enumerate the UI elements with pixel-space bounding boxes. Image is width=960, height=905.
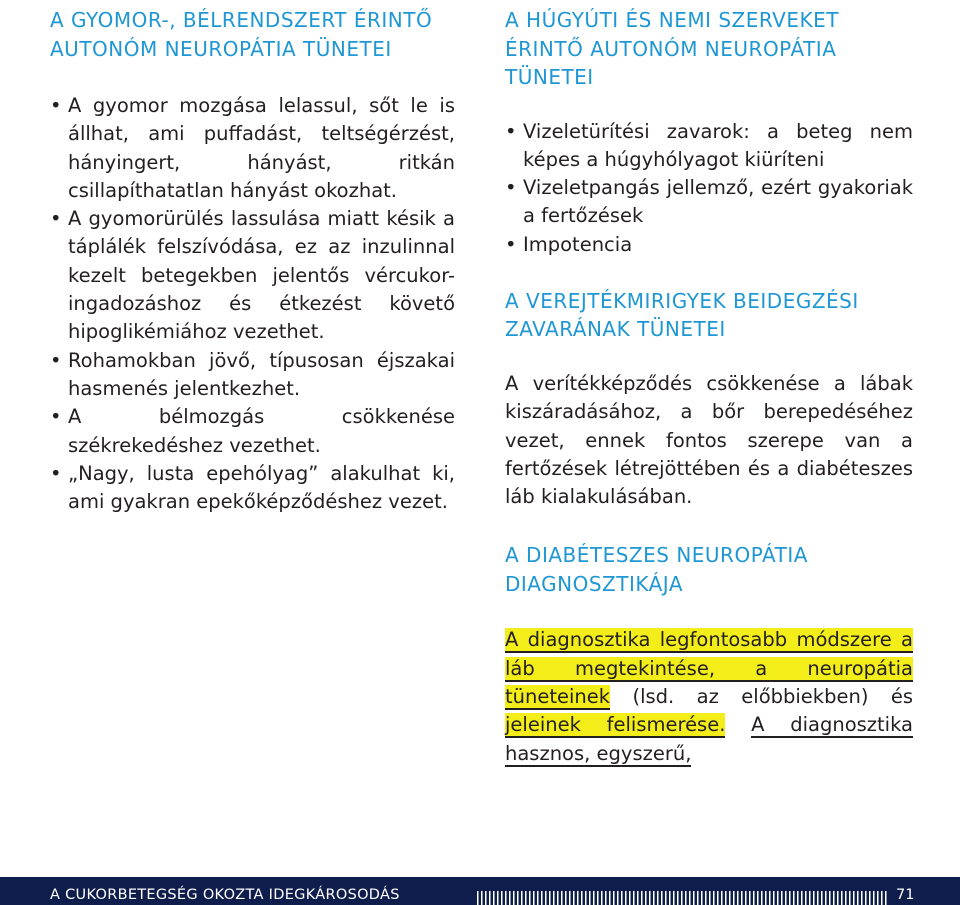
highlighted-text: jeleinek felismerése.	[505, 713, 726, 737]
page-number: 71	[896, 887, 915, 903]
section-heading-diagnostics: A DIABÉTESZES NEUROPÁTIA DIAGNOSZTIKÁJA	[505, 543, 808, 596]
list-item: • „Nagy, lusta epehólyag” alakulhat ki, ami gyakran epekőképződéshez vezet.	[50, 460, 455, 517]
section-heading-sweat-glands: A VEREJTÉKMIRIGYEK BEIDEGZÉSI ZAVARÁNAK TÜNETEI	[505, 288, 859, 342]
body-text: (lsd. az előbbiekben) és	[610, 685, 913, 709]
list-item: • Rohamokban jövő, típusosan éjszakai hasmenés jelentkezhet.	[50, 347, 455, 404]
list-item: • Vizeletürítési zavarok: a beteg nem képes a húgyhólyagot kiüríteni	[505, 118, 913, 175]
footer-title: A CUKORBETEGSÉG OKOZTA IDEGKÁROSODÁS	[50, 887, 400, 903]
list-item: • Impotencia	[505, 231, 913, 259]
right-column	[505, 0, 913, 768]
list-item: • A gyomor mozgása lelassul, sőt le is állhat, ami puffadást, teltségérzést, hányingert, hányást, ritkán csillapíthatatlan hányást okozhat.	[50, 92, 455, 205]
diagnostics-paragraph	[505, 626, 913, 767]
page-footer	[0, 877, 960, 905]
list-item: • A gyomorürülés lassulása miatt késik a táplálék felszívódása, ez az inzulinnal kezelt betegekben jelentős vércukor-ingadozáshoz és étkezést követő hipoglikémiához vezethet.	[50, 205, 455, 346]
footer-bar-pattern	[477, 891, 887, 905]
section-heading-urogenital: A HÚGYÚTI ÉS NEMI SZERVEKET ÉRINTŐ AUTONÓM NEUROPÁTIA TÜNETEI	[505, 8, 839, 89]
gi-symptom-list	[50, 92, 455, 516]
list-item: • Vizeletpangás jellemző, ezért gyakoriak a fertőzések	[505, 174, 913, 231]
left-column	[50, 0, 455, 516]
sweat-glands-paragraph: A verítékképződés csökkenése a lábak kiszáradásához, a bőr berepedéséhez vezet, ennek fontos szerepe van a fertőzések létrejöttében és a diabéteszes láb kialakulásában.	[505, 371, 913, 509]
list-item: • A bélmozgás csökkenése székrekedéshez vezethet.	[50, 403, 455, 460]
urogenital-symptom-list	[505, 118, 913, 259]
highlighted-text: A diagnosztika legfontosabb módszere a láb megtekintése, a neuropátia tüneteinek	[505, 628, 913, 709]
section-heading-gi: A GYOMOR-, BÉLRENDSZERT ÉRINTŐ AUTONÓM NEUROPÁTIA TÜNETEI	[50, 8, 433, 61]
underlined-text: A diagnosztika hasznos, egyszerű,	[505, 713, 913, 765]
